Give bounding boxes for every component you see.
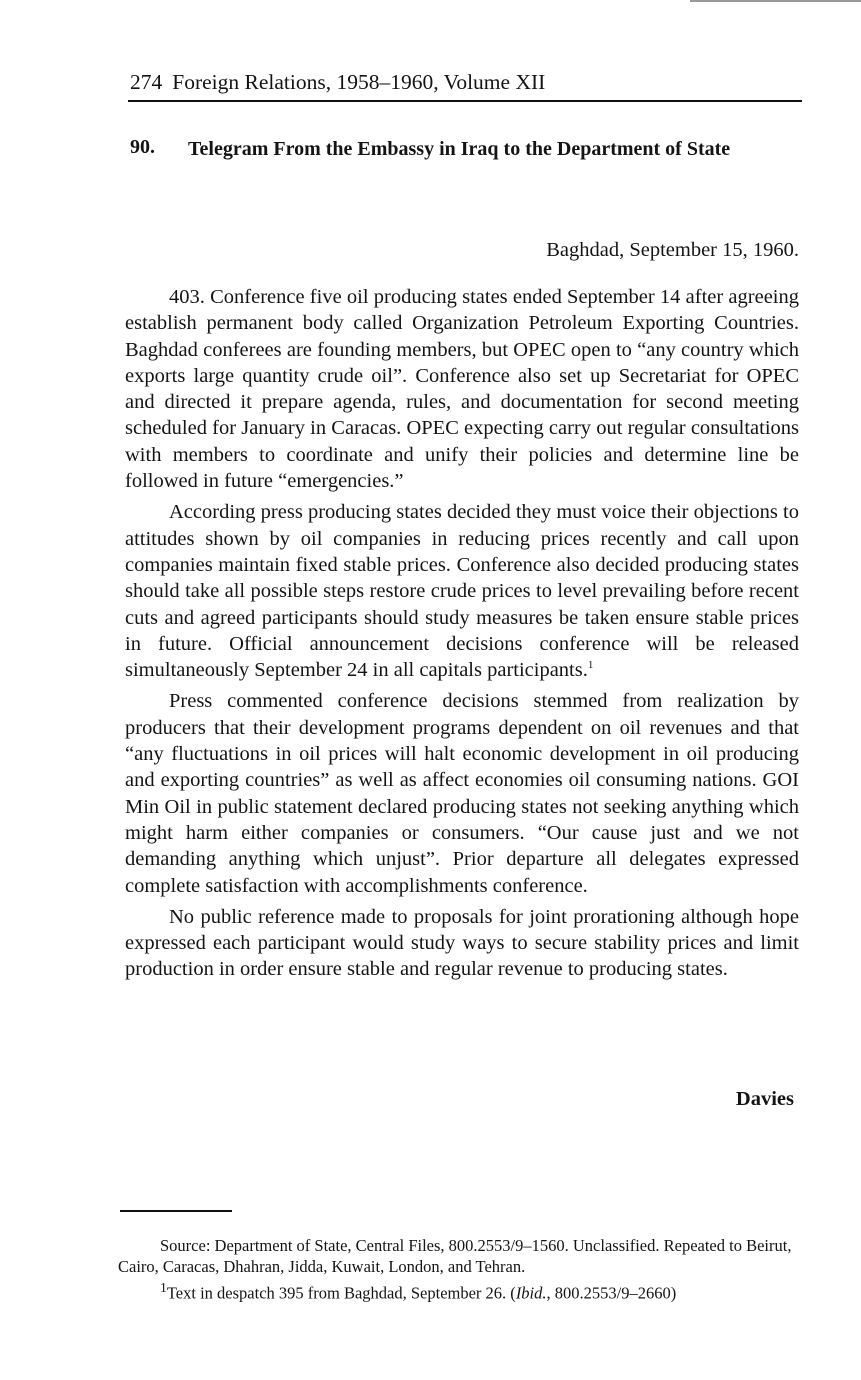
page-number: 274	[130, 70, 163, 94]
footnote-1-text: Text in despatch 395 from Baghdad, September 26. (	[166, 1283, 516, 1303]
footnote-1	[118, 1277, 792, 1304]
footnote-1-marker: 1	[160, 1280, 167, 1295]
signature: Davies	[735, 1088, 794, 1110]
footnote-marker: 1	[587, 659, 594, 672]
dateline: Baghdad, September 15, 1960.	[546, 239, 799, 261]
telegram-body	[125, 284, 799, 988]
footnotes	[118, 1235, 792, 1304]
paragraph-4: No public reference made to proposals for joint prorationing although hope expressed each participant would study ways to secure stability prices and limit production in order ensure stable and regular revenue to producing states.	[125, 905, 799, 981]
footnote-1-reference: , 800.2553/9–2660)	[546, 1283, 677, 1303]
footnote-rule	[120, 1210, 232, 1212]
publication-title: Foreign Relations, 1958–1960, Volume XII	[172, 70, 546, 94]
paragraph-3: Press commented conference decisions stemmed from realization by producers that their development programs dependent on oil revenues and that “any fluctuations in oil prices will halt economic development in oil producing and exporting countries” as well as affect economies oil consuming nations. GOI Min Oil in public statement declared producing states not seeking anything which might harm either companies or consumers. “Our cause just and we not demanding anything which unjust”. Prior departure all delegates expressed complete satisfaction with accomplishments conference.	[125, 690, 799, 897]
paragraph-1: 403. Conference five oil producing states ended September 14 after agreeing establish permanent body called Organization Petroleum Exporting Countries. Baghdad conferees are founding members, but OPEC open to “any country which exports large quantity crude oil”. Conference also set up Secretariat for OPEC and directed it prepare agenda, rules, and documentation for second meeting scheduled for January in Caracas. OPEC expecting carry out regular consultations with members to coordinate and unify their policies and determine line be followed in future “emergencies.”	[125, 286, 799, 493]
page-edge-line	[690, 0, 861, 2]
document-number: 90.	[130, 136, 155, 158]
header-rule	[128, 100, 802, 102]
source-note: Source: Department of State, Central Files, 800.2553/9–1560. Unclassified. Repeated to Beirut, Cairo, Caracas, Dhahran, Jidda, Kuwait, London, and Tehran.	[118, 1236, 792, 1276]
running-head	[130, 68, 802, 96]
paragraph-2	[125, 499, 799, 683]
document-title: Telegram From the Embassy in Iraq to the Department of State	[188, 138, 731, 160]
paragraph-2-text: According press producing states decided they must voice their objections to attitudes shown by oil companies in reducing prices recently and call upon companies maintain fixed stable prices. Conference also decided producing states should take all possible steps restore crude prices to level prevailing before recent cuts and agreed participants should study measures be taken ensure stable prices in future. Official announcement decisions conference will be released simultaneously September 24 in all capitals participants.	[125, 501, 799, 682]
footnote-1-ibid: Ibid.	[515, 1283, 547, 1303]
